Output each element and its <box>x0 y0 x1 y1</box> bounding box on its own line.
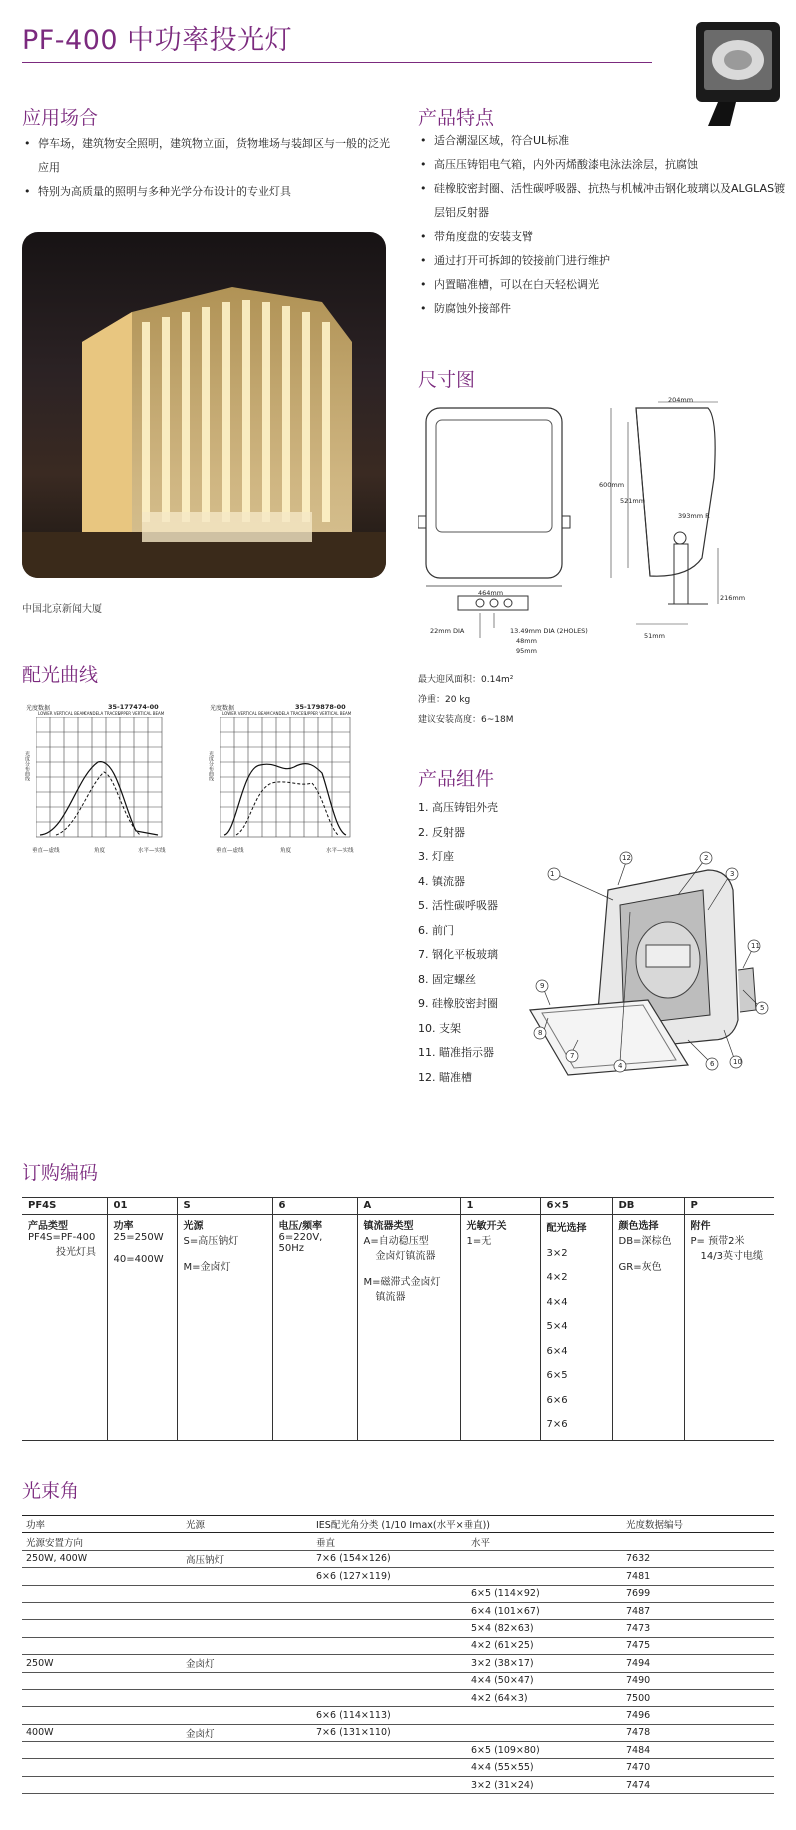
option-column <box>22 1215 107 1441</box>
code-cell: 6 <box>272 1198 357 1215</box>
header-cell: 垂直 <box>312 1533 467 1550</box>
table-cell <box>182 1620 312 1637</box>
chart-top-left: 光度数据 <box>210 705 235 712</box>
table-cell: 7484 <box>622 1742 774 1759</box>
ordering-table <box>22 1197 774 1441</box>
option-line: M=磁滞式金卤灯 <box>363 1277 441 1288</box>
header-cell: 功率 <box>22 1516 182 1533</box>
table-cell <box>182 1672 312 1689</box>
option-line: 6×6 <box>546 1394 568 1406</box>
code-cell: S <box>177 1198 272 1215</box>
table-cell <box>312 1602 467 1619</box>
dim-label: 216mm <box>720 594 746 602</box>
table-cell <box>182 1585 312 1602</box>
table-cell <box>22 1759 182 1776</box>
table-cell <box>22 1776 182 1793</box>
header-cell: 光源 <box>182 1516 312 1533</box>
table-row <box>22 1759 774 1776</box>
chart-bottom-right: 水平—实线 <box>326 848 354 854</box>
callout-3: 3 <box>730 870 735 878</box>
beam-table-body <box>22 1550 774 1793</box>
table-cell <box>22 1568 182 1585</box>
table-cell <box>22 1707 182 1724</box>
callout-2: 2 <box>704 854 709 862</box>
chart-bottom-right: 水平—实线 <box>138 848 166 854</box>
table-cell: 7496 <box>622 1707 774 1724</box>
table-cell <box>312 1620 467 1637</box>
table-cell: 7×6 (154×126) <box>312 1550 467 1567</box>
table-cell <box>467 1550 622 1567</box>
title-divider <box>22 62 652 63</box>
list-item: 6. 前门 <box>418 923 454 937</box>
table-cell <box>467 1724 622 1741</box>
features-heading: 产品特点 <box>418 107 495 129</box>
list-item: 10. 支架 <box>418 1021 461 1035</box>
spec-mount-height: 建议安装高度：6~18M <box>418 715 514 725</box>
table-cell: 7470 <box>622 1759 774 1776</box>
table-cell: 7500 <box>622 1689 774 1706</box>
list-item: • 停车场，建筑物安全照明，建筑物立面，货物堆场与装卸区与一般的泛光应用 <box>22 132 392 180</box>
column-title: 光敏开关 <box>466 1221 507 1232</box>
chart-sub-left: LOWER VERTICAL BEAM <box>222 711 270 716</box>
chart-plot <box>36 717 166 843</box>
table-cell: 6×5 (114×92) <box>467 1585 622 1602</box>
table-cell: 4×2 (64×3) <box>467 1689 622 1706</box>
chart-code: 35-179878-00 <box>295 703 346 711</box>
callout-10: 10 <box>733 1058 742 1066</box>
ordering-code-row <box>22 1198 774 1215</box>
table-cell <box>182 1689 312 1706</box>
table-cell: 金卤灯 <box>182 1655 312 1672</box>
list-item: 9. 硅橡胶密封圈 <box>418 997 498 1010</box>
list-item: 1. 高压铸铝外壳 <box>418 801 498 814</box>
table-cell: 400W <box>22 1724 182 1741</box>
table-cell: 4×4 (50×47) <box>467 1672 622 1689</box>
code-cell: 6×5 <box>540 1198 612 1215</box>
table-cell: 3×2 (31×24) <box>467 1776 622 1793</box>
dim-label: 51mm <box>644 632 665 640</box>
table-cell: 7481 <box>622 1568 774 1585</box>
beam-table <box>22 1515 774 1794</box>
option-line: M=金卤灯 <box>183 1262 231 1273</box>
list-item: • 硅橡胶密封圈、活性碳呼吸器、抗热与机械冲击钢化玻璃以及ALGLAS镀层铝反射器 <box>418 177 788 225</box>
chart-bottom-mid: 角度 <box>280 848 292 854</box>
photometric-chart-1 <box>26 703 171 858</box>
ordering-heading: 订购编码 <box>22 1162 99 1184</box>
option-line: P= 预带2米 <box>690 1236 745 1247</box>
option-line: 6×5 <box>546 1370 568 1381</box>
option-line: 14/3英寸电缆 <box>700 1251 763 1262</box>
option-line: 6=220V, 50Hz <box>278 1232 323 1254</box>
header-cell <box>182 1533 312 1550</box>
list-item: 4. 镇流器 <box>418 874 465 888</box>
column-title: 颜色选择 <box>618 1221 659 1232</box>
list-item: 5. 活性碳呼吸器 <box>418 899 498 912</box>
column-title: 附件 <box>690 1221 711 1232</box>
dim-label: 393mm R <box>678 512 710 520</box>
photometric-chart-2 <box>210 703 360 858</box>
list-item: 11. 瞄准指示器 <box>418 1046 494 1059</box>
chart-axis-label: 光度分布曲线 <box>208 751 214 781</box>
callout-7: 7 <box>570 1052 575 1060</box>
table-cell: 7487 <box>622 1602 774 1619</box>
table-cell: 250W <box>22 1655 182 1672</box>
table-row <box>22 1689 774 1706</box>
table-cell: 5×4 (82×63) <box>467 1620 622 1637</box>
table-row <box>22 1776 774 1793</box>
option-line: 3×2 <box>546 1247 568 1259</box>
table-cell <box>312 1585 467 1602</box>
table-cell: 6×6 (127×119) <box>312 1568 467 1585</box>
callout-9: 9 <box>540 982 545 990</box>
header-cell: 光源安置方向 <box>22 1533 182 1550</box>
list-item: 2. 反射器 <box>418 825 465 839</box>
table-cell <box>182 1568 312 1585</box>
header-cell: 水平 <box>467 1533 622 1550</box>
table-cell <box>312 1655 467 1672</box>
dim-label: 95mm <box>516 647 537 655</box>
dim-label: 521mm <box>620 497 646 505</box>
column-title: 光源 <box>183 1221 204 1232</box>
list-item: 8. 固定螺丝 <box>418 972 476 986</box>
column-title: 镇流器类型 <box>363 1221 414 1232</box>
spec-weight: 净重：20 kg <box>418 695 471 705</box>
applications-list <box>22 132 392 204</box>
option-line: 4×2 <box>546 1272 568 1283</box>
option-column <box>107 1215 177 1441</box>
chart-code: 35-177474-00 <box>108 703 159 711</box>
table-cell <box>467 1707 622 1724</box>
list-item: • 适合潮湿区域，符合UL标准 <box>418 129 788 153</box>
option-line: S=高压钠灯 <box>183 1236 239 1247</box>
list-item: 7. 钢化平板玻璃 <box>418 948 498 961</box>
option-line: 金卤灯镇流器 <box>375 1251 436 1262</box>
table-cell <box>182 1776 312 1793</box>
header-cell <box>622 1533 774 1550</box>
code-cell: 01 <box>107 1198 177 1215</box>
photo-caption: 中国北京新闻大厦 <box>22 604 102 615</box>
option-line: GR=灰色 <box>618 1262 662 1273</box>
table-row <box>22 1585 774 1602</box>
chart-bottom-left: 垂直—虚线 <box>216 848 244 854</box>
option-line: 1=无 <box>466 1236 492 1247</box>
option-line: DB=深棕色 <box>618 1236 672 1247</box>
table-cell <box>22 1602 182 1619</box>
building-photo <box>22 232 386 578</box>
chart-top-left: 光度数据 <box>26 705 51 712</box>
code-cell: PF4S <box>22 1198 107 1215</box>
column-title: 电压/频率 <box>278 1221 323 1232</box>
spec-windage: 最大迎风面积：0.14m² <box>418 675 514 685</box>
table-cell <box>22 1672 182 1689</box>
beam-header-row-1 <box>22 1516 774 1533</box>
list-item: • 高压压铸铝电气箱，内外丙烯酸漆电泳法涂层，抗腐蚀 <box>418 153 788 177</box>
dim-label: 600mm <box>599 481 625 489</box>
column-title: 产品类型 <box>28 1221 68 1232</box>
table-cell <box>22 1637 182 1654</box>
beam-header-row-2 <box>22 1533 774 1550</box>
dim-label: 13.49mm DIA (2HOLES) <box>510 627 588 635</box>
header-cell: IES配光角分类 (1/10 Imax(水平×垂直)) <box>312 1516 622 1533</box>
list-item: • 特别为高质量的照明与多种光学分布设计的专业灯具 <box>22 180 392 204</box>
table-cell: 7490 <box>622 1672 774 1689</box>
table-cell <box>182 1707 312 1724</box>
table-cell <box>312 1637 467 1654</box>
table-cell: 7×6 (131×110) <box>312 1724 467 1741</box>
table-cell <box>312 1776 467 1793</box>
chart-axis-label: 光度分布曲线 <box>24 751 30 781</box>
table-cell: 4×4 (55×55) <box>467 1759 622 1776</box>
option-column <box>460 1215 540 1441</box>
table-cell <box>312 1689 467 1706</box>
table-cell <box>312 1759 467 1776</box>
code-cell: DB <box>612 1198 684 1215</box>
table-cell: 7478 <box>622 1724 774 1741</box>
option-column <box>357 1215 460 1441</box>
list-item: • 防腐蚀外接部件 <box>418 297 788 321</box>
building-illustration <box>22 232 386 578</box>
option-column <box>272 1215 357 1441</box>
table-row <box>22 1602 774 1619</box>
table-cell: 7474 <box>622 1776 774 1793</box>
callout-5: 5 <box>760 1004 765 1012</box>
code-cell: P <box>684 1198 774 1215</box>
option-line: 投光灯具 <box>56 1247 96 1258</box>
table-cell <box>182 1742 312 1759</box>
chart-plot <box>220 717 354 843</box>
list-item: • 通过打开可拆卸的铰接前门进行维护 <box>418 249 788 273</box>
table-cell <box>22 1689 182 1706</box>
option-column <box>612 1215 684 1441</box>
table-cell <box>467 1568 622 1585</box>
code-cell: 1 <box>460 1198 540 1215</box>
table-cell <box>312 1742 467 1759</box>
table-cell <box>22 1742 182 1759</box>
option-line: 5×4 <box>546 1321 568 1332</box>
option-column <box>684 1215 774 1441</box>
ordering-options-row <box>22 1215 774 1441</box>
callout-1: 1 <box>550 870 555 878</box>
beam-heading: 光束角 <box>22 1480 80 1502</box>
option-line: 6×4 <box>546 1345 568 1357</box>
table-cell: 6×6 (114×113) <box>312 1707 467 1724</box>
table-cell: 高压钠灯 <box>182 1550 312 1567</box>
page-title: PF-400 中功率投光灯 <box>22 25 293 56</box>
dimension-specs <box>418 670 514 730</box>
table-cell: 7475 <box>622 1637 774 1654</box>
option-line: 40=400W <box>113 1254 164 1265</box>
chart-bottom-left: 垂直—虚线 <box>32 848 60 854</box>
option-line: PF4S=PF-400 <box>28 1232 96 1243</box>
table-cell <box>22 1620 182 1637</box>
table-cell <box>312 1672 467 1689</box>
table-cell: 6×5 (109×80) <box>467 1742 622 1759</box>
list-item: 12. 瞄准槽 <box>418 1070 472 1084</box>
table-cell <box>182 1602 312 1619</box>
table-row <box>22 1742 774 1759</box>
callout-4: 4 <box>618 1062 623 1070</box>
option-column <box>540 1215 612 1441</box>
exploded-view-drawing <box>528 850 783 1100</box>
table-row <box>22 1620 774 1637</box>
table-row <box>22 1672 774 1689</box>
header-cell: 光度数据编号 <box>622 1516 774 1533</box>
curves-heading: 配光曲线 <box>22 664 99 686</box>
table-cell <box>182 1637 312 1654</box>
chart-bottom-mid: 角度 <box>94 848 106 854</box>
features-list <box>418 129 788 321</box>
list-item: • 内置瞄准槽，可以在白天轻松调光 <box>418 273 788 297</box>
column-title: 配光选择 <box>546 1223 587 1234</box>
chart-sub-right: UPPER VERTICAL BEAM <box>118 711 165 716</box>
applications-heading: 应用场合 <box>22 107 99 129</box>
table-cell: 7632 <box>622 1550 774 1567</box>
table-row <box>22 1724 774 1741</box>
dimensions-heading: 尺寸图 <box>418 369 476 391</box>
table-cell: 7473 <box>622 1620 774 1637</box>
option-line: 镇流器 <box>375 1292 406 1303</box>
list-item: • 带角度盘的安装支臂 <box>418 225 788 249</box>
code-cell: A <box>357 1198 460 1215</box>
chart-sub-mid: CANDELA TRACES <box>270 711 307 716</box>
table-cell: 6×4 (101×67) <box>467 1602 622 1619</box>
table-cell: 250W, 400W <box>22 1550 182 1567</box>
callout-12: 12 <box>622 854 631 862</box>
chart-sub-right: UPPER VERTICAL BEAM <box>305 711 352 716</box>
table-cell: 7699 <box>622 1585 774 1602</box>
column-title: 功率 <box>113 1221 134 1232</box>
table-cell <box>182 1759 312 1776</box>
option-line: 4×4 <box>546 1296 568 1308</box>
components-heading: 产品组件 <box>418 768 495 790</box>
chart-sub-left: LOWER VERTICAL BEAM <box>38 711 86 716</box>
callout-6: 6 <box>710 1060 715 1068</box>
dim-label: 464mm <box>478 589 504 597</box>
dim-label: 22mm DIA <box>430 627 465 635</box>
chart-sub-mid: CANDELA TRACES <box>84 711 121 716</box>
table-row <box>22 1550 774 1567</box>
dim-label: 48mm <box>516 637 537 645</box>
option-line: A=自动稳压型 <box>363 1236 429 1247</box>
table-cell: 3×2 (38×17) <box>467 1655 622 1672</box>
table-cell: 7494 <box>622 1655 774 1672</box>
callout-11: 11 <box>751 942 760 950</box>
option-line: 7×6 <box>546 1419 568 1430</box>
table-row <box>22 1707 774 1724</box>
callout-8: 8 <box>538 1029 543 1037</box>
table-row <box>22 1655 774 1672</box>
table-cell: 金卤灯 <box>182 1724 312 1741</box>
option-column <box>177 1215 272 1441</box>
table-row <box>22 1637 774 1654</box>
list-item: 3. 灯座 <box>418 850 454 863</box>
floodlight-product-image <box>678 18 786 130</box>
option-line: 25=250W <box>113 1232 164 1243</box>
dim-label: 204mm <box>668 396 694 404</box>
table-cell <box>22 1585 182 1602</box>
table-row <box>22 1568 774 1585</box>
table-cell: 4×2 (61×25) <box>467 1637 622 1654</box>
